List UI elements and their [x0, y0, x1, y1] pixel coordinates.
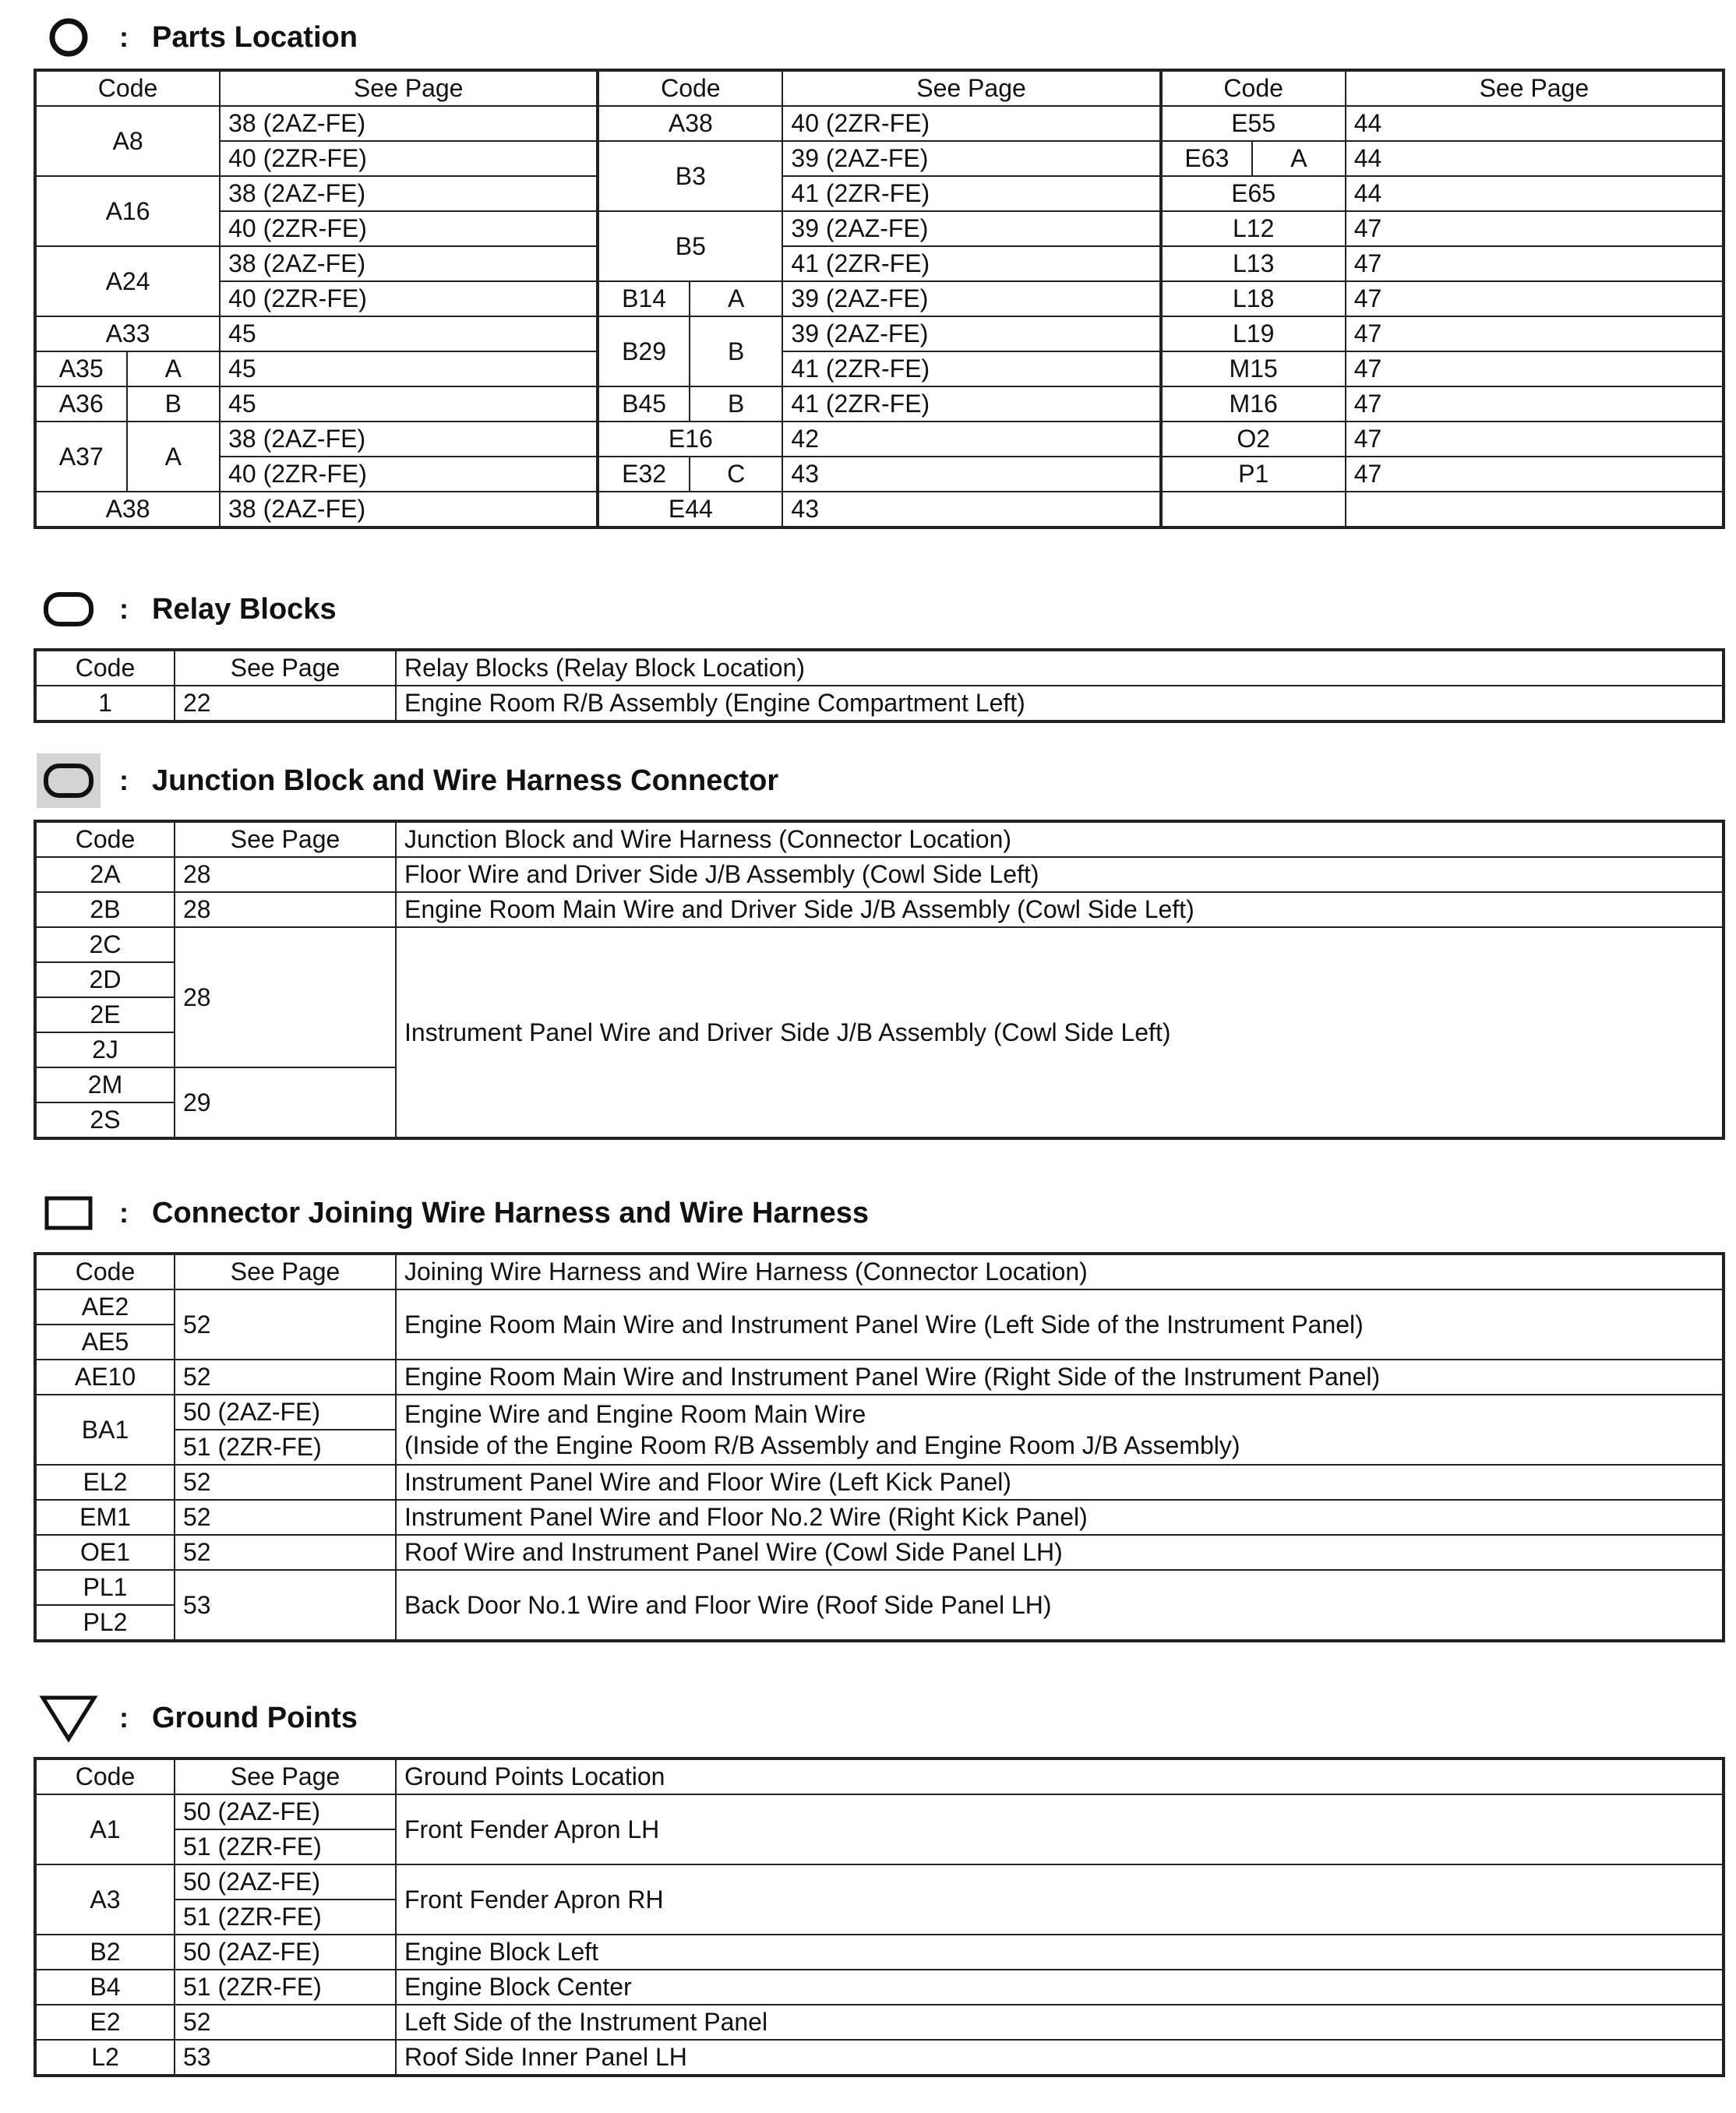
column-header: Ground Points Location [396, 1758, 1724, 1794]
table-row [35, 1465, 1724, 1500]
page-cell: 40 (2ZR-FE) [782, 106, 1160, 141]
code-cell [1161, 492, 1346, 527]
page-cell: 41 (2ZR-FE) [782, 176, 1160, 211]
page-cell: 47 [1346, 246, 1724, 281]
page-cell: 50 (2AZ-FE) [175, 1794, 396, 1829]
column-header: Code [35, 1758, 175, 1794]
connector-joining-table [34, 1252, 1725, 1642]
location-cell: Roof Side Inner Panel LH [396, 2040, 1724, 2076]
code-cell: AE5 [35, 1325, 175, 1360]
table-row [35, 892, 1724, 927]
sub-code-cell: A [127, 422, 221, 492]
code-cell: E44 [598, 492, 782, 527]
code-cell: E2 [35, 2005, 175, 2040]
table-row [35, 176, 1724, 211]
code-cell: EL2 [35, 1465, 175, 1500]
parts-location-heading [34, 14, 358, 61]
page-cell: 41 (2ZR-FE) [782, 386, 1160, 422]
column-header: Joining Wire Harness and Wire Harness (Connector Location) [396, 1254, 1724, 1289]
location-cell: Instrument Panel Wire and Floor Wire (Left Kick Panel) [396, 1465, 1724, 1500]
code-cell: A3 [35, 1864, 175, 1935]
page-cell: 52 [175, 2005, 396, 2040]
table-row [35, 386, 1724, 422]
table-row [35, 1500, 1724, 1535]
page-cell: 38 (2AZ-FE) [220, 176, 598, 211]
table-header-row [35, 821, 1724, 857]
page-cell: 39 (2AZ-FE) [782, 316, 1160, 351]
column-header: Relay Blocks (Relay Block Location) [396, 650, 1724, 686]
relay-blocks-heading [34, 586, 337, 633]
table-row [35, 1535, 1724, 1570]
code-cell: L2 [35, 2040, 175, 2076]
code-cell: 2A [35, 857, 175, 892]
page-cell: 40 (2ZR-FE) [220, 457, 598, 492]
code-cell: A35 [35, 351, 127, 386]
parts-location-title: Parts Location [152, 20, 358, 54]
ground-points-heading [34, 1695, 358, 1741]
page-cell: 28 [175, 892, 396, 927]
page-cell: 41 (2ZR-FE) [782, 246, 1160, 281]
page-cell: 47 [1346, 351, 1724, 386]
triangle-icon [34, 1695, 104, 1741]
relay-blocks-title: Relay Blocks [152, 592, 337, 626]
table-row [35, 246, 1724, 281]
page-cell: 39 (2AZ-FE) [782, 141, 1160, 176]
code-cell: EM1 [35, 1500, 175, 1535]
column-header: See Page [220, 70, 598, 106]
code-cell: E16 [598, 422, 782, 457]
location-cell: Roof Wire and Instrument Panel Wire (Cowl Side Panel LH) [396, 1535, 1724, 1570]
page-cell: 28 [175, 927, 396, 1067]
heading-colon: : [119, 764, 129, 796]
code-cell: M15 [1161, 351, 1346, 386]
code-cell: OE1 [35, 1535, 175, 1570]
column-header: See Page [782, 70, 1160, 106]
table-row [35, 1289, 1724, 1325]
page-cell [1346, 492, 1724, 527]
sub-code-cell: A [690, 281, 783, 316]
location-line-2: (Inside of the Engine Room R/B Assembly and Engine Room J/B Assembly) [404, 1431, 1240, 1459]
code-cell: P1 [1161, 457, 1346, 492]
table-row [35, 316, 1724, 351]
page-cell: 47 [1346, 211, 1724, 246]
table-row [35, 1864, 1724, 1900]
page-cell: 39 (2AZ-FE) [782, 281, 1160, 316]
code-cell: 2S [35, 1102, 175, 1138]
table-row [35, 686, 1724, 721]
junction-block-heading [34, 757, 778, 804]
code-cell: A38 [35, 492, 220, 527]
page-cell: 40 (2ZR-FE) [220, 211, 598, 246]
column-header: Code [598, 70, 782, 106]
code-cell: L19 [1161, 316, 1346, 351]
location-cell: Engine Room Main Wire and Instrument Panel Wire (Left Side of the Instrument Panel) [396, 1289, 1724, 1360]
code-cell: E32 [598, 457, 690, 492]
table-row [35, 1935, 1724, 1970]
code-cell: A33 [35, 316, 220, 351]
table-row [35, 492, 1724, 527]
code-cell: BA1 [35, 1395, 175, 1465]
page-cell: 45 [220, 316, 598, 351]
code-cell: AE2 [35, 1289, 175, 1325]
page-cell: 22 [175, 686, 396, 721]
page-cell: 47 [1346, 316, 1724, 351]
code-cell: 2M [35, 1067, 175, 1102]
column-header: Code [35, 1254, 175, 1289]
page-cell: 38 (2AZ-FE) [220, 106, 598, 141]
column-header: See Page [175, 650, 396, 686]
table-row [35, 141, 1724, 176]
heading-colon: : [119, 1702, 129, 1734]
page-cell: 39 (2AZ-FE) [782, 211, 1160, 246]
code-cell: 2C [35, 927, 175, 962]
sub-code-cell: C [690, 457, 783, 492]
location-cell: Engine Room R/B Assembly (Engine Compartment Left) [396, 686, 1724, 721]
page-cell: 29 [175, 1067, 396, 1138]
table-header-row [35, 650, 1724, 686]
page-cell: 47 [1346, 386, 1724, 422]
code-cell: A37 [35, 422, 127, 492]
table-row [35, 1970, 1724, 2005]
code-cell: A8 [35, 106, 220, 176]
code-cell: B14 [598, 281, 690, 316]
sub-code-cell: B [690, 386, 783, 422]
sub-code-cell: A [127, 351, 221, 386]
code-cell: A1 [35, 1794, 175, 1864]
rectangle-icon [34, 1190, 104, 1236]
page-cell: 41 (2ZR-FE) [782, 351, 1160, 386]
circle-icon [34, 14, 104, 61]
page-cell: 52 [175, 1360, 396, 1395]
heading-colon: : [119, 593, 129, 625]
table-header-row [35, 70, 1724, 106]
location-cell: Back Door No.1 Wire and Floor Wire (Roof Side Panel LH) [396, 1570, 1724, 1641]
parts-location-table [34, 69, 1725, 529]
table-row [35, 351, 1724, 386]
heading-colon: : [119, 1197, 129, 1229]
page-cell: 42 [782, 422, 1160, 457]
table-row [35, 857, 1724, 892]
table-row [35, 2005, 1724, 2040]
rounded-rect-icon [34, 586, 104, 633]
location-cell: Left Side of the Instrument Panel [396, 2005, 1724, 2040]
location-cell: Front Fender Apron LH [396, 1794, 1724, 1864]
column-header: Code [1161, 70, 1346, 106]
page-cell: 43 [782, 457, 1160, 492]
location-cell: Engine Room Main Wire and Instrument Panel Wire (Right Side of the Instrument Panel) [396, 1360, 1724, 1395]
page-cell: 43 [782, 492, 1160, 527]
shaded-rounded-rect-icon [34, 757, 104, 804]
page-cell: 53 [175, 2040, 396, 2076]
sub-code-cell: B [127, 386, 221, 422]
location-line-1: Engine Wire and Engine Room Main Wire [404, 1400, 866, 1428]
location-cell: Floor Wire and Driver Side J/B Assembly (Cowl Side Left) [396, 857, 1724, 892]
table-row [35, 927, 1724, 962]
sub-code-cell: A [1252, 141, 1346, 176]
table-row [35, 281, 1724, 316]
code-cell: E55 [1161, 106, 1346, 141]
sub-code-cell: B [690, 316, 783, 386]
table-row [35, 422, 1724, 457]
page-cell: 52 [175, 1535, 396, 1570]
page-cell: 47 [1346, 422, 1724, 457]
page-cell: 47 [1346, 281, 1724, 316]
code-cell: PL2 [35, 1605, 175, 1641]
code-cell: L13 [1161, 246, 1346, 281]
column-header: Code [35, 821, 175, 857]
table-row [35, 1794, 1724, 1829]
location-cell: Engine Room Main Wire and Driver Side J/B Assembly (Cowl Side Left) [396, 892, 1724, 927]
junction-block-table [34, 820, 1725, 1140]
page-cell: 47 [1346, 457, 1724, 492]
code-cell: B5 [598, 211, 782, 281]
page-cell: 28 [175, 857, 396, 892]
junction-block-title: Junction Block and Wire Harness Connector [152, 764, 779, 797]
page-cell: 44 [1346, 176, 1724, 211]
page-cell: 44 [1346, 141, 1724, 176]
page-cell: 40 (2ZR-FE) [220, 141, 598, 176]
page-cell: 50 (2AZ-FE) [175, 1864, 396, 1900]
code-cell: AE10 [35, 1360, 175, 1395]
page-cell: 50 (2AZ-FE) [175, 1395, 396, 1430]
table-row [35, 457, 1724, 492]
location-cell: Instrument Panel Wire and Driver Side J/B Assembly (Cowl Side Left) [396, 927, 1724, 1138]
column-header: See Page [175, 1758, 396, 1794]
code-cell: L12 [1161, 211, 1346, 246]
column-header: Code [35, 70, 220, 106]
ground-points-table [34, 1757, 1725, 2077]
code-cell: 2D [35, 962, 175, 997]
page-cell: 51 (2ZR-FE) [175, 1430, 396, 1465]
location-cell: Front Fender Apron RH [396, 1864, 1724, 1935]
code-cell: A36 [35, 386, 127, 422]
page-cell: 38 (2AZ-FE) [220, 422, 598, 457]
page-cell: 51 (2ZR-FE) [175, 1829, 396, 1864]
code-cell: O2 [1161, 422, 1346, 457]
ground-points-title: Ground Points [152, 1701, 358, 1734]
code-cell: E63 [1161, 141, 1253, 176]
page-cell: 51 (2ZR-FE) [175, 1900, 396, 1935]
table-row [35, 211, 1724, 246]
connector-joining-heading [34, 1190, 869, 1236]
page-cell: 50 (2AZ-FE) [175, 1935, 396, 1970]
page-cell: 53 [175, 1570, 396, 1641]
code-cell: 2J [35, 1032, 175, 1067]
page-cell: 51 (2ZR-FE) [175, 1970, 396, 2005]
table-row [35, 106, 1724, 141]
column-header: See Page [175, 1254, 396, 1289]
code-cell: E65 [1161, 176, 1346, 211]
page-cell: 52 [175, 1465, 396, 1500]
code-cell: 1 [35, 686, 175, 721]
code-cell: 2E [35, 997, 175, 1032]
page-cell: 38 (2AZ-FE) [220, 492, 598, 527]
code-cell: B2 [35, 1935, 175, 1970]
code-cell: A38 [598, 106, 782, 141]
code-cell: B29 [598, 316, 690, 386]
location-cell [396, 1395, 1724, 1465]
page-cell: 52 [175, 1289, 396, 1360]
location-cell: Instrument Panel Wire and Floor No.2 Wire (Right Kick Panel) [396, 1500, 1724, 1535]
code-cell: A16 [35, 176, 220, 246]
code-cell: B3 [598, 141, 782, 211]
connector-joining-title: Connector Joining Wire Harness and Wire Harness [152, 1196, 869, 1229]
table-row [35, 2040, 1724, 2076]
column-header: See Page [175, 821, 396, 857]
table-row [35, 1570, 1724, 1605]
code-cell: PL1 [35, 1570, 175, 1605]
table-header-row [35, 1254, 1724, 1289]
code-cell: L18 [1161, 281, 1346, 316]
table-header-row [35, 1758, 1724, 1794]
page-cell: 38 (2AZ-FE) [220, 246, 598, 281]
code-cell: M16 [1161, 386, 1346, 422]
location-cell: Engine Block Left [396, 1935, 1724, 1970]
code-cell: A24 [35, 246, 220, 316]
code-cell: B45 [598, 386, 690, 422]
page-cell: 45 [220, 386, 598, 422]
page-cell: 52 [175, 1500, 396, 1535]
relay-blocks-table [34, 648, 1725, 723]
code-cell: B4 [35, 1970, 175, 2005]
heading-colon: : [119, 21, 129, 53]
location-cell: Engine Block Center [396, 1970, 1724, 2005]
page-cell: 40 (2ZR-FE) [220, 281, 598, 316]
page-cell: 45 [220, 351, 598, 386]
column-header: Junction Block and Wire Harness (Connector Location) [396, 821, 1724, 857]
page-cell: 44 [1346, 106, 1724, 141]
column-header: Code [35, 650, 175, 686]
code-cell: 2B [35, 892, 175, 927]
table-row [35, 1395, 1724, 1430]
table-row [35, 1360, 1724, 1395]
column-header: See Page [1346, 70, 1724, 106]
